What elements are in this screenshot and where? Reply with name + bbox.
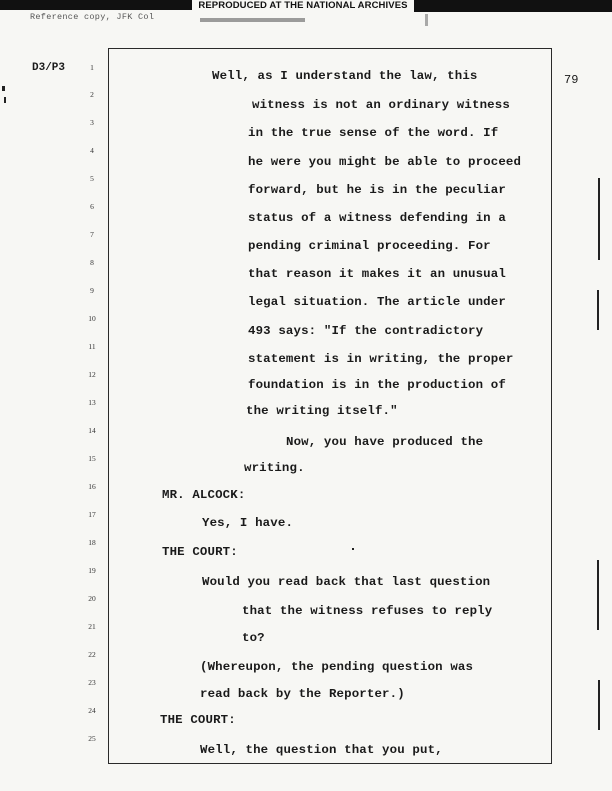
transcript-line: status of a witness defending in a	[248, 211, 506, 225]
line-number: 17	[88, 510, 96, 519]
line-number: 4	[90, 146, 94, 155]
speaker-label: THE COURT:	[160, 713, 236, 727]
transcript-line: 493 says: "If the contradictory	[248, 324, 484, 338]
transcript-line: to?	[242, 631, 265, 645]
transcript-line: witness is not an ordinary witness	[252, 98, 510, 112]
line-number: 24	[88, 706, 96, 715]
redaction-smudge	[200, 18, 305, 22]
line-number: 19	[88, 566, 96, 575]
line-number: 10	[88, 314, 96, 323]
scan-edge-mark	[598, 178, 600, 260]
transcript-line: that reason it makes it an unusual	[248, 267, 506, 281]
line-number: 14	[88, 426, 96, 435]
transcript-line: statement is in writing, the proper	[248, 352, 514, 366]
line-number: 5	[90, 174, 94, 183]
scan-edge-mark	[598, 680, 600, 730]
speaker-label: MR. ALCOCK:	[162, 488, 246, 502]
top-edge-bar-right	[380, 2, 612, 12]
transcript-line: Would you read back that last question	[202, 575, 491, 589]
transcript-line: forward, but he is in the peculiar	[248, 183, 506, 197]
line-number: 25	[88, 734, 96, 743]
line-number: 2	[90, 90, 94, 99]
ink-mark	[425, 14, 428, 26]
line-number: 7	[90, 230, 94, 239]
line-number: 16	[88, 482, 96, 491]
line-number: 13	[88, 398, 96, 407]
transcript-line: in the true sense of the word. If	[248, 126, 499, 140]
transcript-line: foundation is in the production of	[248, 378, 506, 392]
transcript-line: Well, the question that you put,	[200, 743, 443, 757]
transcript-line: Now, you have produced the	[286, 435, 484, 449]
line-number: 22	[88, 650, 96, 659]
line-number: 3	[90, 118, 94, 127]
transcript-line: the writing itself."	[246, 404, 398, 418]
transcript-line: legal situation. The article under	[248, 295, 506, 309]
line-number: 1	[90, 63, 94, 72]
scan-mark	[4, 97, 6, 103]
speck	[352, 548, 354, 550]
speaker-label: THE COURT:	[162, 545, 238, 559]
line-number: 8	[90, 258, 94, 267]
line-number: 6	[90, 202, 94, 211]
transcript-line: that the witness refuses to reply	[242, 604, 493, 618]
line-number: 18	[88, 538, 96, 547]
reference-copy-note: Reference copy, JFK Col	[30, 12, 155, 22]
scan-edge-mark	[597, 560, 599, 630]
line-number: 9	[90, 286, 94, 295]
transcript-line: read back by the Reporter.)	[200, 687, 405, 701]
document-code: D3/P3	[32, 62, 66, 74]
transcript-line: (Whereupon, the pending question was	[200, 660, 474, 674]
transcript-line: he were you might be able to proceed	[248, 155, 522, 169]
line-number: 20	[88, 594, 96, 603]
transcript-line: Yes, I have.	[202, 516, 294, 530]
line-number: 12	[88, 370, 96, 379]
scan-mark	[2, 86, 5, 91]
scan-edge-mark	[597, 290, 599, 330]
line-number: 11	[88, 342, 96, 351]
transcript-line: Well, as I understand the law, this	[212, 69, 478, 83]
national-archives-stamp: REPRODUCED AT THE NATIONAL ARCHIVES	[192, 0, 414, 12]
page-number: 79	[564, 73, 579, 87]
line-number: 23	[88, 678, 96, 687]
line-number: 15	[88, 454, 96, 463]
transcript-line: pending criminal proceeding. For	[248, 239, 491, 253]
line-number: 21	[88, 622, 96, 631]
transcript-line: writing.	[244, 461, 305, 475]
